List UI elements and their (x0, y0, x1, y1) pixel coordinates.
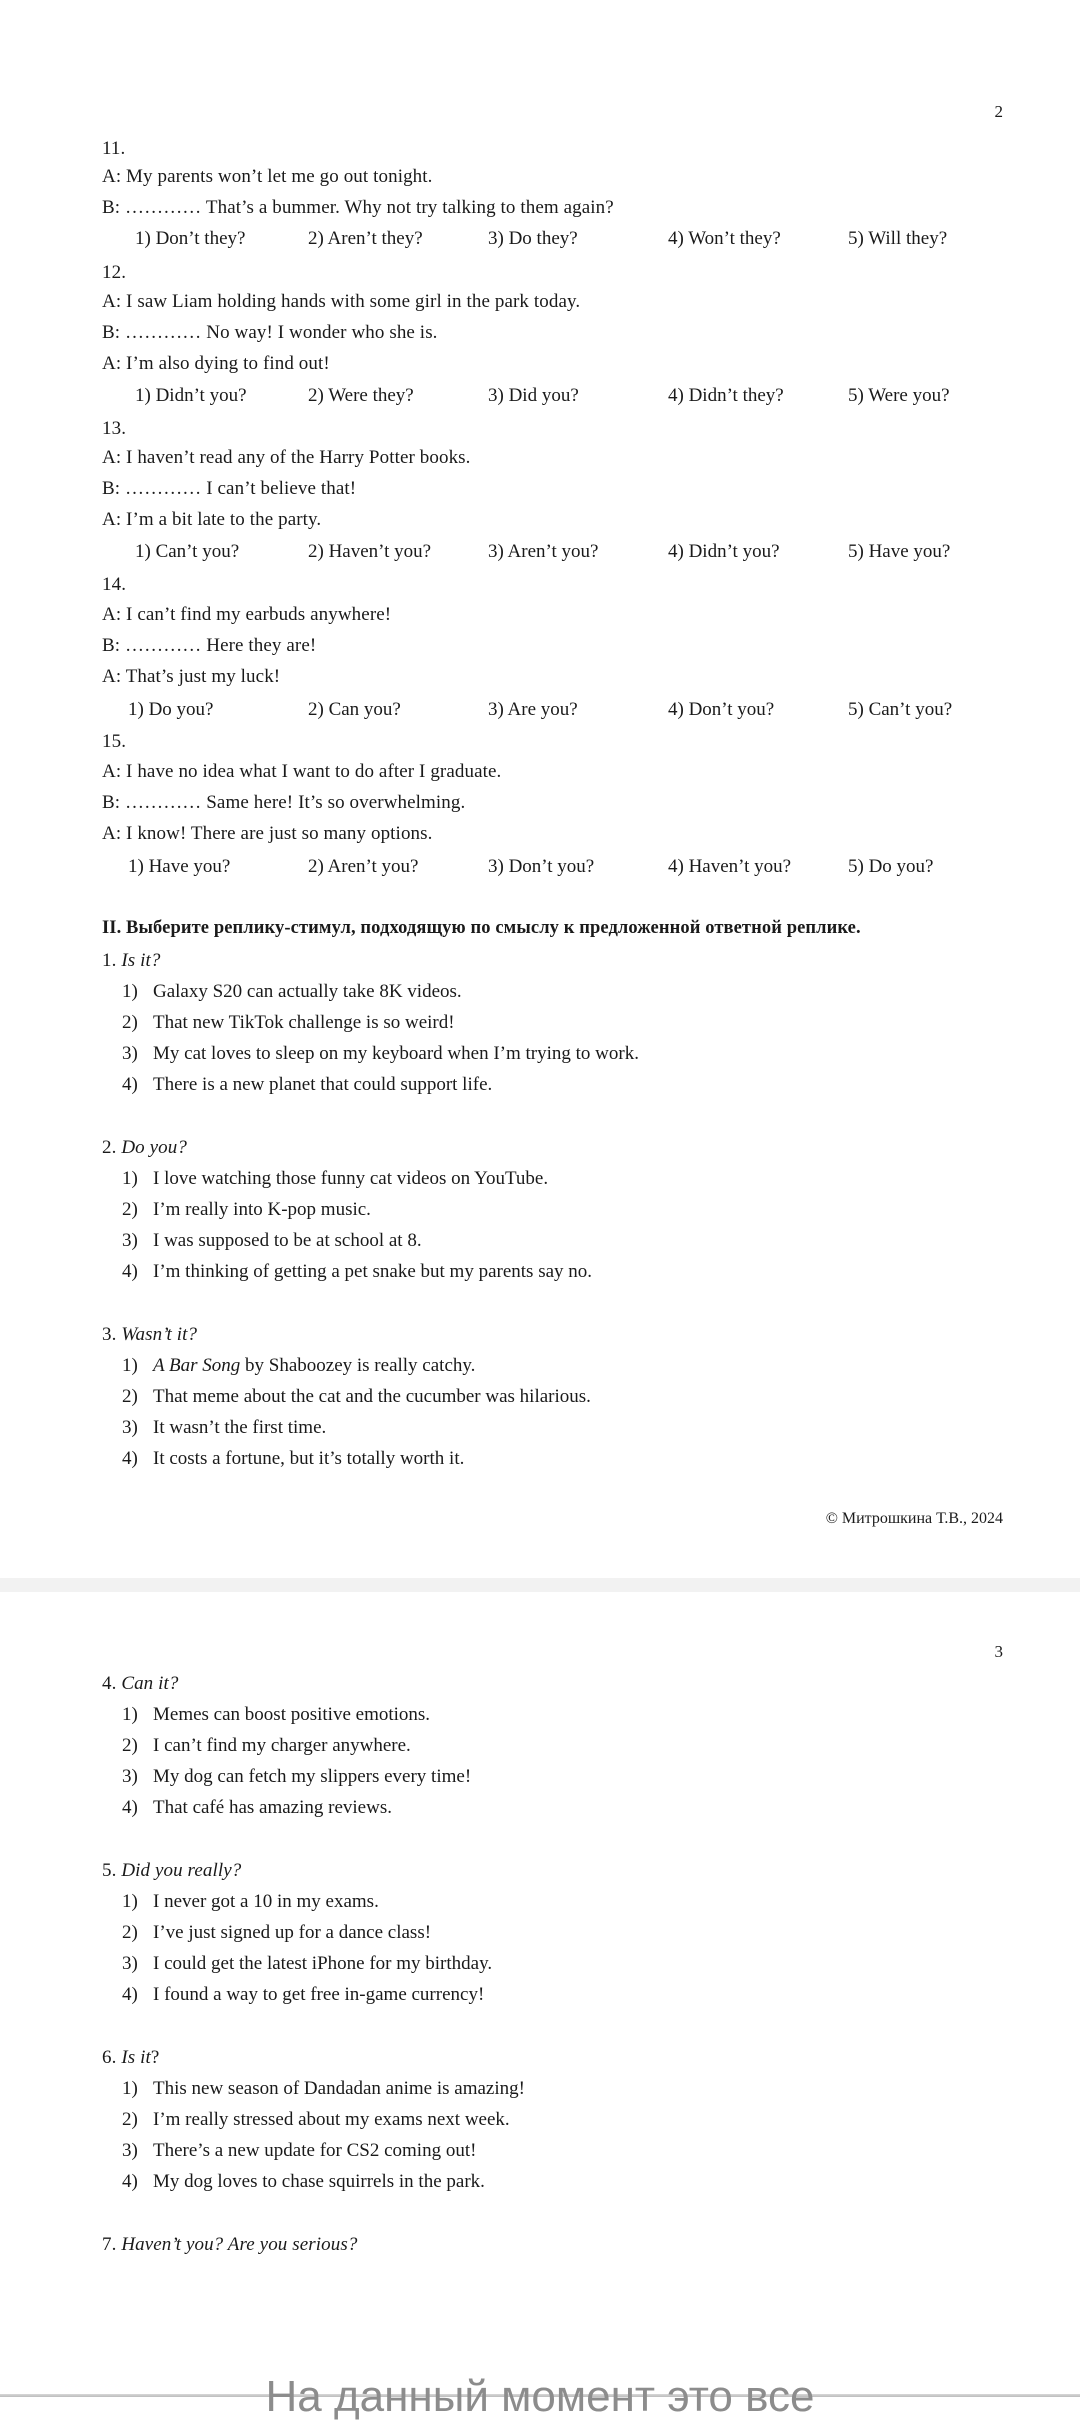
option-number: 4) (122, 1984, 138, 2005)
option-text: That new TikTok challenge is so weird! (153, 1012, 455, 1033)
option-number: 3) (122, 2140, 138, 2161)
page-separator (0, 1578, 1080, 1592)
answer-option[interactable]: 5) Will they? (848, 228, 948, 249)
answer-option[interactable]: 4) Didn’t they? (668, 385, 784, 406)
option-text: I found a way to get free in-game currency! (153, 1984, 485, 2005)
question-number: 3. (102, 1324, 117, 1345)
answer-option[interactable]: 3) Do they? (488, 228, 578, 249)
option-number: 1) (122, 1168, 138, 1189)
document-page-3 (0, 1592, 1080, 2400)
option-number: 4) (122, 2171, 138, 2192)
answer-option[interactable]: 3) Are you? (488, 699, 578, 720)
answer-option[interactable]: 5) Do you? (848, 856, 934, 877)
option-number: 3) (122, 1766, 138, 1787)
option-number: 1) (122, 1891, 138, 1912)
option-text: I love watching those funny cat videos on YouTube. (153, 1168, 549, 1189)
option-number: 2) (122, 1386, 138, 1407)
option-number: 1) (122, 1704, 138, 1725)
option-text: I can’t find my charger anywhere. (153, 1735, 411, 1756)
option-text: I’m thinking of getting a pet snake but my parents say no. (153, 1261, 593, 1282)
answer-option[interactable]: 3) Don’t you? (488, 856, 595, 877)
question-prompt: Haven’t you? Are you serious? (121, 2234, 358, 2255)
question-number: 5. (102, 1860, 117, 1881)
answer-option[interactable]: 2) Aren’t they? (308, 228, 423, 249)
question-prompt: Did you really? (121, 1860, 242, 1881)
option-number: 1) (122, 981, 138, 1002)
dialogue-line: A: That’s just my luck! (102, 666, 281, 687)
dialogue-line: B: ………… I can’t believe that! (102, 478, 357, 499)
answer-option[interactable]: 3) Did you? (488, 385, 579, 406)
answer-option[interactable]: 5) Were you? (848, 385, 950, 406)
answer-option[interactable]: 4) Didn’t you? (668, 541, 780, 562)
answer-options (0, 851, 1080, 882)
option-text: I’m really into K-pop music. (153, 1199, 371, 1220)
dialogue-line: A: I can’t find my earbuds anywhere! (102, 604, 392, 625)
question-title (102, 1668, 179, 1699)
dialogue-line: A: I have no idea what I want to do after I graduate. (102, 761, 502, 782)
answer-option[interactable]: 2) Aren’t you? (308, 856, 419, 877)
option-number: 1) (122, 1355, 138, 1376)
question-prompt: Is it? (121, 950, 161, 971)
option-text: Galaxy S20 can actually take 8K videos. (153, 981, 462, 1002)
option-number: 2) (122, 1199, 138, 1220)
item-number: 15. (102, 731, 127, 752)
dialogue-line: A: I know! There are just so many options. (102, 823, 433, 844)
answer-options (0, 380, 1080, 411)
answer-option[interactable]: 2) Can you? (308, 699, 401, 720)
option-number: 1) (122, 2078, 138, 2099)
option-text: There’s a new update for CS2 coming out! (153, 2140, 477, 2161)
dialogue-line: A: I’m also dying to find out! (102, 353, 330, 374)
question-title (102, 2229, 357, 2260)
option-number: 3) (122, 1417, 138, 1438)
option-text: There is a new planet that could support life. (153, 1074, 493, 1095)
answer-option[interactable]: 5) Can’t you? (848, 699, 953, 720)
option-number: 2) (122, 1735, 138, 1756)
option-text (153, 1350, 475, 1381)
option-text: This new season of Dandadan anime is amazing! (153, 2078, 525, 2099)
option-text: I never got a 10 in my exams. (153, 1891, 379, 1912)
dialogue-line: A: I saw Liam holding hands with some girl in the park today. (102, 291, 581, 312)
item-number: 12. (102, 262, 127, 283)
answer-option[interactable]: 1) Don’t they? (135, 228, 246, 249)
answer-option[interactable]: 2) Haven’t you? (308, 541, 432, 562)
dialogue-line: A: I’m a bit late to the party. (102, 509, 322, 530)
item-number: 14. (102, 574, 127, 595)
question-prompt: Do you? (121, 1137, 187, 1158)
question-number: 6. (102, 2047, 117, 2068)
option-text: My dog loves to chase squirrels in the park. (153, 2171, 485, 2192)
option-text: That café has amazing reviews. (153, 1797, 392, 1818)
option-number: 2) (122, 2109, 138, 2130)
option-text: My dog can fetch my slippers every time! (153, 1766, 472, 1787)
dialogue-line: B: ………… No way! I wonder who she is. (102, 322, 438, 343)
question-title (102, 945, 160, 976)
question-prompt: Is it (121, 2047, 151, 2068)
section-heading: II. Выберите реплику-стимул, подходящую по смыслу к предложенной ответной реплике. (102, 918, 861, 938)
question-number: 1. (102, 950, 117, 971)
option-number: 3) (122, 1230, 138, 1251)
dialogue-line: B: ………… Here they are! (102, 635, 317, 656)
option-text: I could get the latest iPhone for my birthday. (153, 1953, 493, 1974)
option-number: 4) (122, 1261, 138, 1282)
question-prompt: Wasn’t it? (121, 1324, 198, 1345)
question-title (102, 1319, 197, 1350)
answer-options (0, 536, 1080, 567)
answer-option[interactable]: 1) Didn’t you? (135, 385, 247, 406)
answer-option[interactable]: 4) Won’t they? (668, 228, 781, 249)
option-text: Memes can boost positive emotions. (153, 1704, 431, 1725)
question-title (102, 1855, 241, 1886)
option-text: It wasn’t the first time. (153, 1417, 327, 1438)
dialogue-line: B: ………… Same here! It’s so overwhelming. (102, 792, 466, 813)
item-number: 11. (102, 138, 126, 159)
option-number: 2) (122, 1012, 138, 1033)
option-number: 3) (122, 1043, 138, 1064)
end-of-content-message: На данный момент это все (265, 2372, 815, 2421)
option-number: 4) (122, 1074, 138, 1095)
option-number: 2) (122, 1922, 138, 1943)
page-number: 3 (994, 1642, 1003, 1661)
item-number: 13. (102, 418, 127, 439)
option-text: That meme about the cat and the cucumber was hilarious. (153, 1386, 591, 1407)
dialogue-line: A: My parents won’t let me go out tonight. (102, 166, 433, 187)
answer-option[interactable]: 1) Do you? (128, 699, 214, 720)
option-text: I’m really stressed about my exams next week. (153, 2109, 510, 2130)
option-text: I’ve just signed up for a dance class! (153, 1922, 432, 1943)
option-text: It costs a fortune, but it’s totally worth it. (153, 1448, 465, 1469)
answer-option[interactable]: 2) Were they? (308, 385, 414, 406)
page-number: 2 (994, 102, 1003, 121)
dialogue-line: A: I haven’t read any of the Harry Potter books. (102, 447, 471, 468)
question-number: 4. (102, 1673, 117, 1694)
dialogue-line: B: ………… That’s a bummer. Why not try talking to them again? (102, 197, 614, 218)
answer-options (0, 694, 1080, 725)
copyright-footer: © Митрошкина Т.В., 2024 (825, 1510, 1003, 1527)
question-title (102, 1132, 187, 1163)
option-text-rest: by Shaboozey is really catchy. (240, 1355, 476, 1376)
answer-option[interactable]: 1) Can’t you? (135, 541, 240, 562)
option-text: I was supposed to be at school at 8. (153, 1230, 422, 1251)
option-text: My cat loves to sleep on my keyboard when I’m trying to work. (153, 1043, 639, 1064)
question-title (102, 2042, 159, 2073)
question-prompt: Can it? (121, 1673, 179, 1694)
answer-option[interactable]: 3) Aren’t you? (488, 541, 599, 562)
question-mark: ? (150, 2047, 160, 2068)
answer-option[interactable]: 1) Have you? (128, 856, 231, 877)
answer-options (0, 223, 1080, 254)
answer-option[interactable]: 4) Haven’t you? (668, 856, 792, 877)
answer-option[interactable]: 5) Have you? (848, 541, 951, 562)
option-number: 3) (122, 1953, 138, 1974)
question-number: 7. (102, 2234, 117, 2255)
option-number: 4) (122, 1448, 138, 1469)
option-number: 4) (122, 1797, 138, 1818)
song-title: A Bar Song (153, 1355, 241, 1376)
question-number: 2. (102, 1137, 117, 1158)
answer-option[interactable]: 4) Don’t you? (668, 699, 775, 720)
